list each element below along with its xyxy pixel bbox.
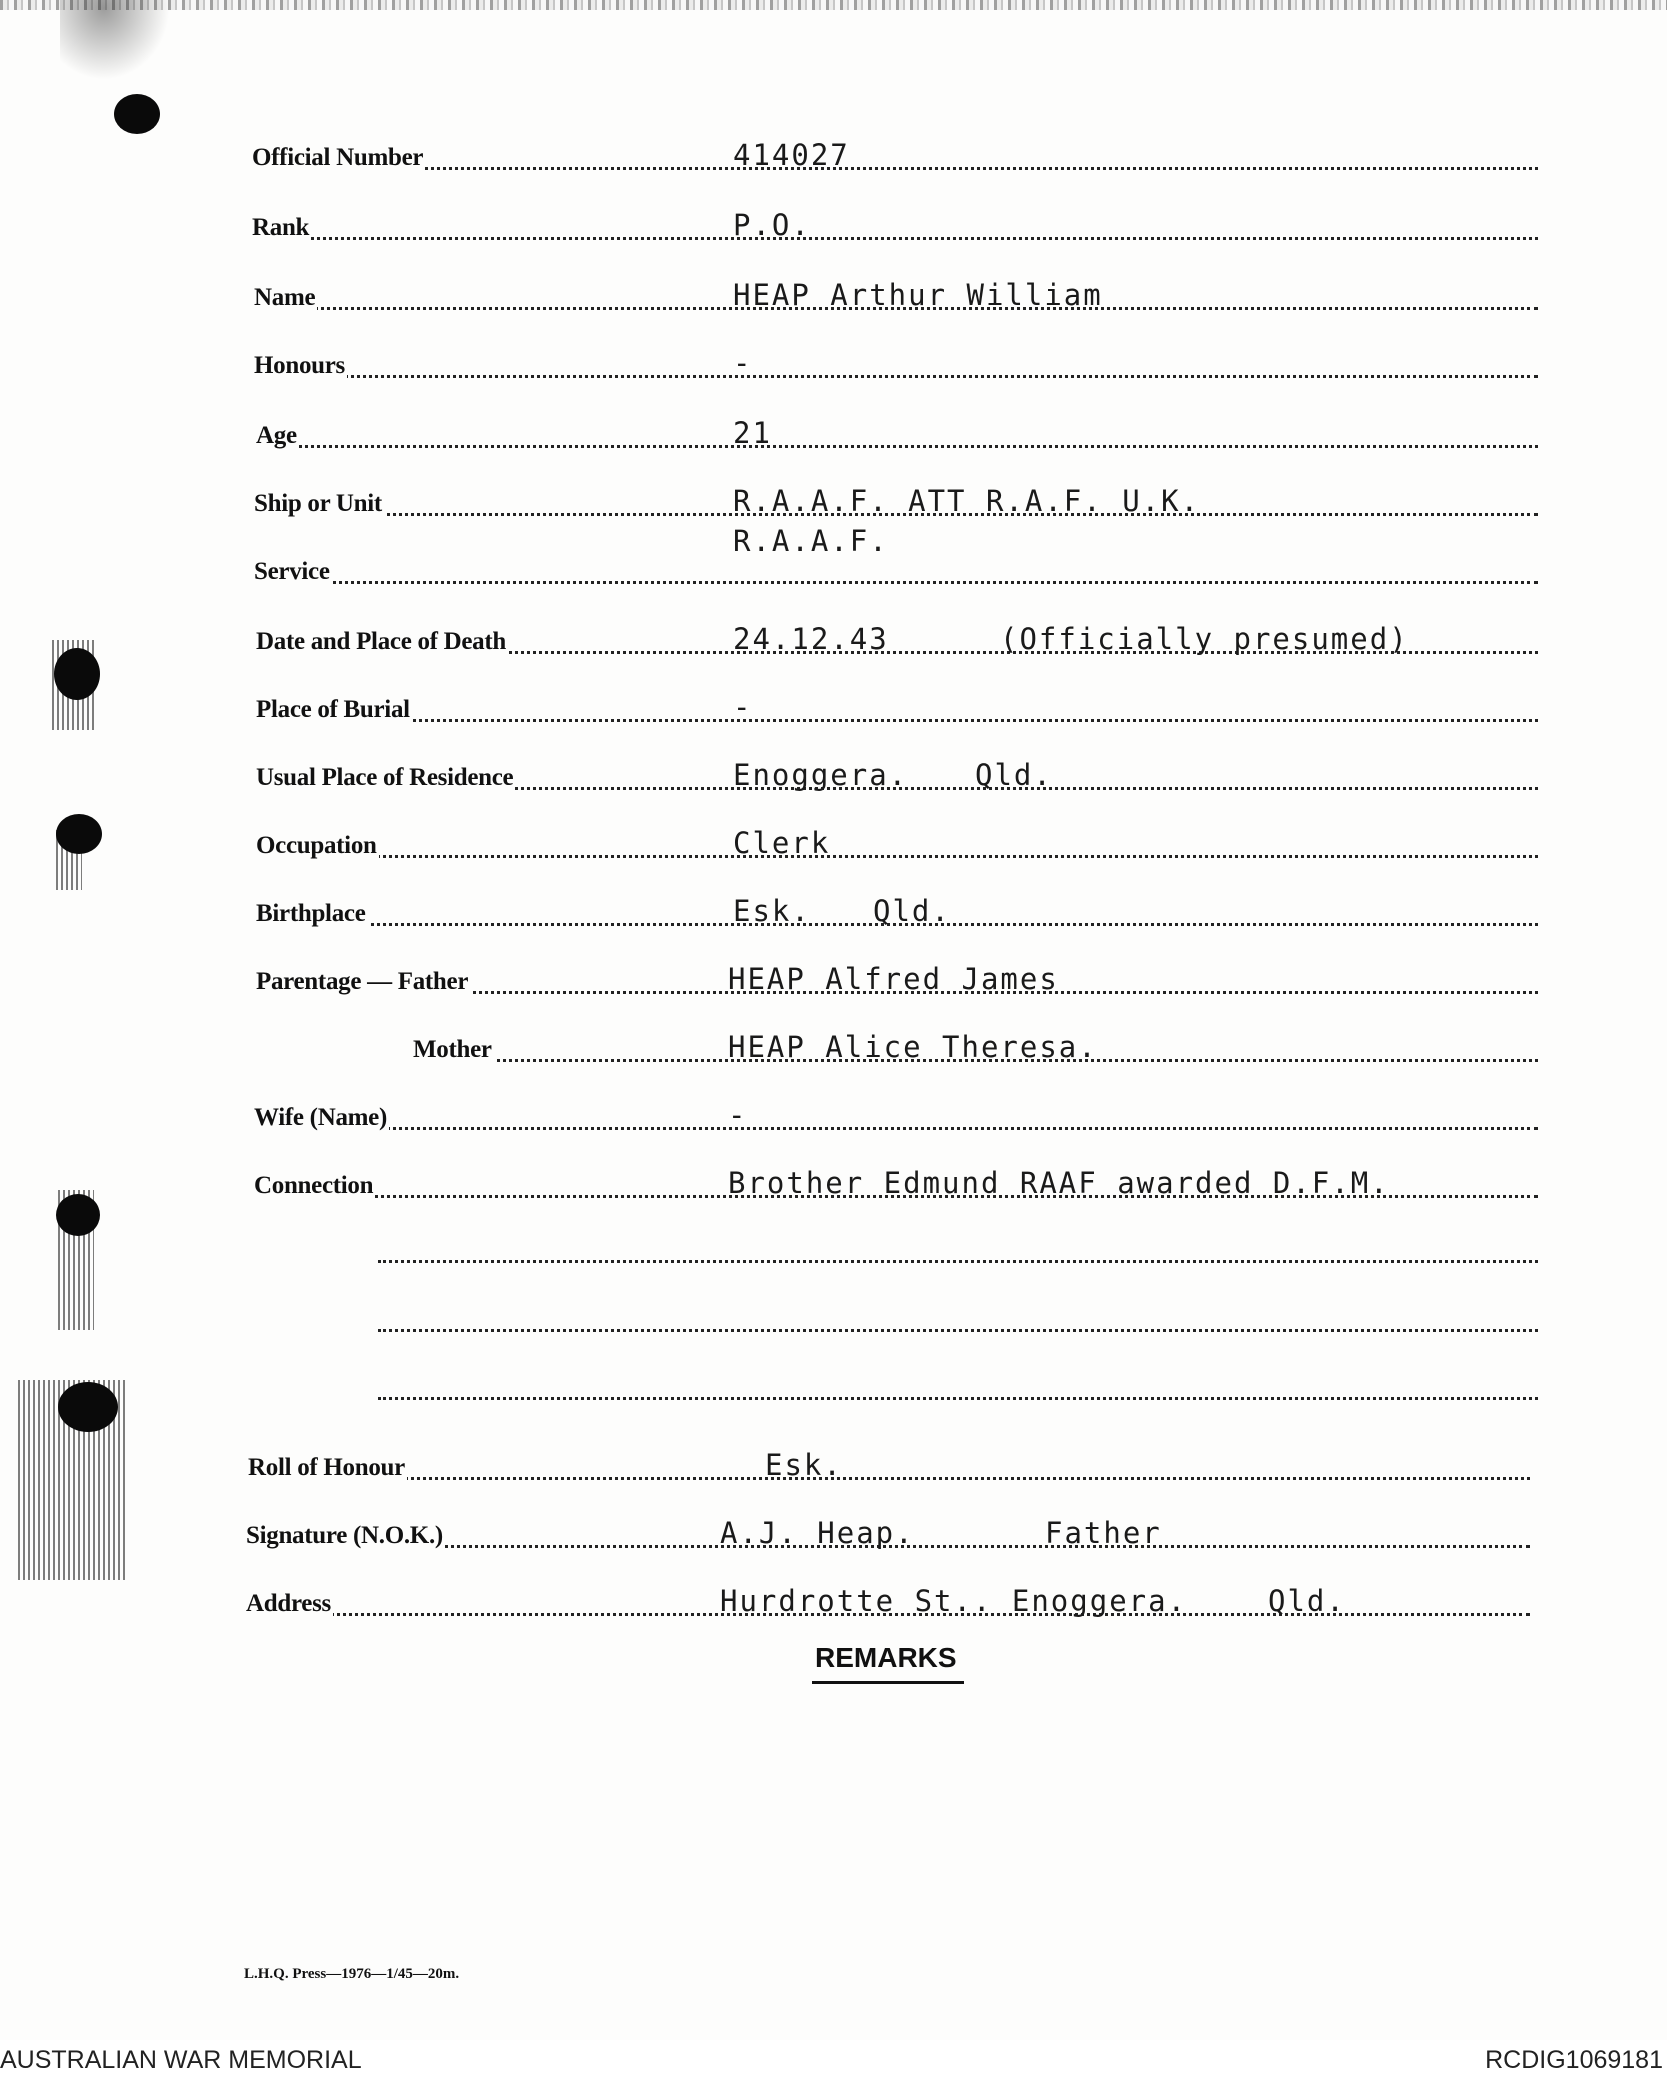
- field-label: Occupation: [256, 832, 377, 859]
- footer-catalogue-id: RCDIG1069181: [1485, 2046, 1663, 2074]
- field-label: Honours: [254, 352, 345, 379]
- field-label: Usual Place of Residence: [256, 764, 514, 791]
- field-connection: [0, 1166, 1667, 1206]
- field-usual-residence: [0, 758, 1667, 798]
- field-value: Esk.: [765, 1448, 843, 1482]
- field-honours: [0, 346, 1667, 386]
- service-value: R.A.A.F.: [733, 524, 889, 558]
- field-label: Mother: [413, 1036, 492, 1063]
- field-state: Qld.: [873, 894, 951, 928]
- field-label: Service: [254, 558, 330, 585]
- field-relation: Father: [1045, 1516, 1162, 1550]
- field-label: Name: [254, 284, 316, 311]
- field-label: Connection: [254, 1172, 374, 1199]
- field-state: Qld.: [1268, 1584, 1346, 1618]
- field-address: [0, 1584, 1667, 1624]
- dotted-line: [252, 237, 1538, 240]
- field-value: 21: [733, 416, 772, 450]
- field-label: Birthplace: [256, 900, 366, 927]
- scan-edge-noise: [0, 0, 1667, 10]
- field-label: Ship or Unit: [254, 490, 382, 517]
- field-value: R.A.A.F. ATT R.A.F. U.K.: [733, 484, 1201, 518]
- blank-dotted-line: [378, 1260, 1538, 1263]
- dotted-line: [254, 375, 1538, 378]
- field-occupation: [0, 826, 1667, 866]
- field-wife: [0, 1098, 1667, 1138]
- field-value: A.J. Heap.: [720, 1516, 915, 1550]
- dotted-line: [248, 1477, 1530, 1480]
- field-value: -: [733, 690, 753, 724]
- field-value: P.O.: [733, 208, 811, 242]
- field-label: Place of Burial: [256, 696, 410, 723]
- field-value: Clerk: [733, 826, 831, 860]
- punch-hole: [50, 1190, 110, 1330]
- field-value: HEAP Alfred James: [728, 962, 1059, 996]
- field-value: -: [728, 1098, 748, 1132]
- field-value: Esk.: [733, 894, 811, 928]
- dotted-line: [256, 445, 1538, 448]
- field-value: HEAP Arthur William: [733, 278, 1103, 312]
- blank-dotted-line: [378, 1397, 1538, 1400]
- field-label: Rank: [252, 214, 310, 241]
- dotted-line: [256, 855, 1538, 858]
- field-mother: [0, 1030, 1667, 1070]
- punch-hole: [100, 92, 170, 142]
- scan-corner-smudge: [60, 0, 170, 80]
- dotted-line: [254, 581, 1538, 584]
- field-official-number: [0, 138, 1667, 178]
- field-value: 414027: [733, 138, 850, 172]
- field-signature: [0, 1516, 1667, 1556]
- dotted-line: [252, 167, 1538, 170]
- field-place-of-burial: [0, 690, 1667, 730]
- dotted-line: [256, 719, 1538, 722]
- field-birthplace: [0, 894, 1667, 934]
- field-name: [0, 278, 1667, 318]
- dotted-line: [254, 1127, 1538, 1130]
- field-roll-of-honour: [0, 1448, 1667, 1488]
- field-note: (Officially presumed): [1000, 622, 1409, 656]
- field-value: Brother Edmund RAAF awarded D.F.M.: [728, 1166, 1390, 1200]
- field-father: [0, 962, 1667, 1002]
- press-mark: L.H.Q. Press—1976—1/45—20m.: [244, 1966, 460, 1982]
- footer-source: AUSTRALIAN WAR MEMORIAL: [0, 2046, 362, 2074]
- blank-dotted-line: [378, 1329, 1538, 1332]
- field-rank: [0, 208, 1667, 248]
- field-service: [0, 552, 1667, 592]
- field-state: Qld.: [975, 758, 1053, 792]
- field-label: Address: [246, 1590, 331, 1617]
- remarks-underline: [812, 1681, 964, 1684]
- field-value: -: [733, 346, 753, 380]
- remarks-heading: REMARKS: [815, 1642, 957, 1673]
- field-label: Roll of Honour: [248, 1454, 405, 1481]
- field-ship-or-unit: [0, 484, 1667, 524]
- field-label: Age: [256, 422, 297, 449]
- field-value: 24.12.43: [733, 622, 889, 656]
- field-label: Parentage — Father: [256, 968, 469, 995]
- field-value: Enoggera.: [733, 758, 909, 792]
- field-label: Signature (N.O.K.): [246, 1522, 443, 1549]
- field-label: Wife (Name): [254, 1104, 387, 1131]
- field-value: HEAP Alice Theresa.: [728, 1030, 1098, 1064]
- field-date-place-death: [0, 622, 1667, 662]
- field-label: Official Number: [252, 144, 424, 171]
- field-age: [0, 416, 1667, 456]
- field-label: Date and Place of Death: [256, 628, 506, 655]
- field-value: Hurdrotte St.. Enoggera.: [720, 1584, 1188, 1618]
